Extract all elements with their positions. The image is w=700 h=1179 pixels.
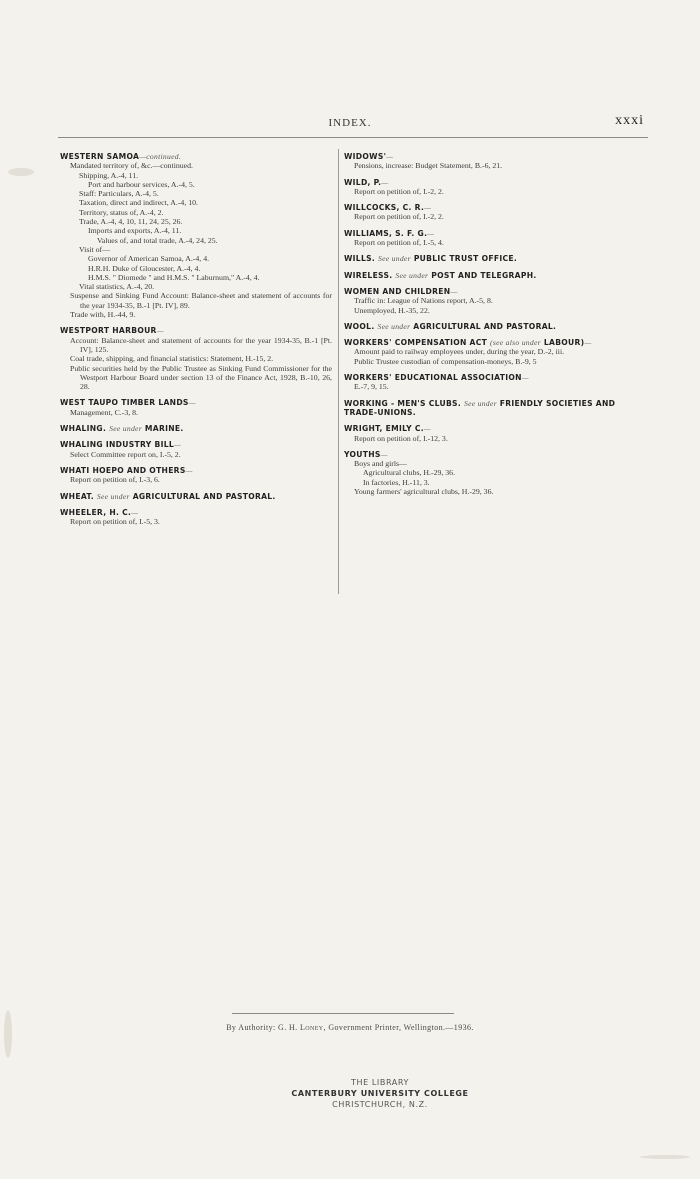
entry-heading: WRIGHT, EMILY C.: [344, 424, 424, 434]
cross-reference: AGRICULTURAL AND PASTORAL.: [132, 491, 276, 501]
index-entry: [60, 424, 332, 433]
entry-heading-line: [344, 373, 648, 382]
entry-heading-line: [60, 424, 332, 433]
entry-subline: Pensions, increase: Budget Statement, B.-6, 21.: [354, 161, 503, 171]
entry-heading-line: [60, 152, 332, 161]
index-entry: [60, 492, 332, 501]
entry-heading-line: [60, 326, 332, 335]
entry-continuation: —: [173, 440, 182, 450]
index-entry: [344, 203, 648, 222]
see-under-text: See under: [377, 321, 411, 331]
index-column-right: [344, 152, 648, 503]
entry-heading: WIDOWS': [344, 152, 387, 161]
index-entry: [344, 424, 648, 443]
entry-subline: Unemployed, H.-35, 22.: [354, 305, 430, 315]
entry-heading-line: [344, 152, 648, 161]
index-entry: [344, 373, 648, 392]
entry-heading: YOUTHS: [344, 449, 381, 459]
index-entry: [344, 338, 648, 366]
entry-subline: Account: Balance-sheet and statement of accounts for the year 1934-35, B.-1 [Pt. IV], 125.: [70, 335, 332, 354]
header-rule: [58, 137, 648, 138]
entry-subline: Report on petition of, I.-5, 3.: [70, 517, 160, 527]
entry-subline: Public securities held by the Public Trustee as Sinking Fund Commissioner for the Westport Harbour Board under section 13 of the Finance Act, 1928, B.-10, 26, 28.: [70, 363, 332, 392]
entry-heading-line: [344, 338, 648, 347]
entry-continuation: —: [185, 465, 193, 475]
entry-heading-line: [344, 399, 648, 418]
entry-subline: Staff: Particulars, A.-4, 5.: [79, 189, 159, 199]
entry-subline: Report on petition of, I.-3, 6.: [70, 475, 160, 485]
entry-continuation: —: [584, 338, 592, 348]
entry-subline: Amount paid to railway employees under, during the year, D.-2, iii.: [354, 347, 565, 357]
entry-subline: Management, C.-3, 8.: [70, 407, 138, 417]
imprint-suffix: , Government Printer, Wellington.—1936.: [323, 1023, 474, 1032]
entry-continuation: —: [424, 203, 432, 213]
footer-rule: [232, 1013, 454, 1014]
entry-heading-line: [344, 254, 648, 263]
paper-smudge: [640, 1155, 690, 1159]
entry-heading: WILLCOCKS, C. R.: [344, 203, 425, 213]
index-entry: [60, 326, 332, 391]
entry-continuation: —: [381, 177, 389, 187]
entry-continuation: —continued.: [139, 152, 182, 161]
see-under-text: See under: [463, 398, 497, 408]
entry-heading: WIRELESS.: [344, 270, 393, 280]
index-entry: [344, 287, 648, 315]
see-under-text: (see also under: [490, 338, 541, 348]
entry-continuation: —: [427, 228, 435, 238]
entry-continuation: —: [423, 424, 431, 434]
entry-subline: Port and harbour services, A.-4, 5.: [88, 179, 195, 189]
entry-subline: Report on petition of, I.-5, 4.: [354, 238, 444, 248]
entry-heading-line: [60, 398, 332, 407]
index-entry: [60, 398, 332, 417]
entry-continuation: —: [156, 326, 164, 336]
index-entry: [344, 322, 648, 331]
cross-reference: PUBLIC TRUST OFFICE.: [413, 254, 517, 264]
entry-subline: Report on petition of, I.-12, 3.: [354, 433, 448, 443]
entry-subline: Trade, A.-4, 4, 10, 11, 24, 25, 26.: [79, 217, 183, 227]
entry-continuation: —: [386, 152, 394, 161]
cross-reference: FRIENDLY SOCIETIES AND TRADE-UNIONS.: [344, 398, 616, 417]
index-entry: [344, 271, 648, 280]
entry-subline: Territory, status of, A.-4, 2.: [79, 207, 164, 217]
entry-heading: WESTERN SAMOA: [60, 152, 140, 161]
see-under-text: See under: [395, 270, 429, 280]
index-entry: [344, 229, 648, 248]
entry-heading-line: [60, 508, 332, 517]
entry-heading: WHALING INDUSTRY BILL: [60, 440, 174, 450]
index-entry: [344, 254, 648, 263]
entry-heading-line: [344, 203, 648, 212]
entry-subline: Vital statistics, A.-4, 20.: [79, 282, 155, 292]
entry-subline: Visit of—: [79, 244, 110, 254]
paper-smudge: [8, 168, 34, 176]
entry-heading: WHEELER, H. C.: [60, 507, 132, 517]
library-stamp: [280, 1077, 480, 1110]
page-number: xxxi: [615, 113, 644, 128]
cross-reference: POST AND TELEGRAPH.: [431, 270, 537, 280]
entry-continuation: —: [450, 286, 458, 296]
entry-subline: H.R.H. Duke of Gloucester, A.-4, 4.: [88, 263, 201, 273]
entry-heading-line: [344, 450, 648, 459]
entry-heading-line: [344, 229, 648, 238]
entry-heading: WORKERS' COMPENSATION ACT: [344, 338, 488, 348]
entry-subline: Coal trade, shipping, and financial statistics: Statement, H.-15, 2.: [70, 354, 274, 364]
index-entry: [60, 508, 332, 527]
index-entry: [344, 152, 648, 171]
index-entry: [60, 152, 332, 319]
see-under-text: See under: [378, 254, 411, 264]
entry-subline: Select Committee report on, I.-5, 2.: [70, 449, 181, 459]
entry-heading-line: [60, 492, 332, 501]
printer-imprint: [0, 1023, 700, 1032]
cross-reference: MARINE.: [144, 424, 184, 434]
entry-heading-line: [344, 287, 648, 296]
imprint-prefix: By Authority:: [226, 1023, 276, 1032]
index-entry: [344, 399, 648, 418]
index-entry: [60, 466, 332, 485]
entry-heading-line: [344, 322, 648, 331]
paper-smudge: [4, 1010, 12, 1058]
entry-heading: WORKERS' EDUCATIONAL ASSOCIATION: [344, 373, 522, 383]
column-divider: [338, 149, 339, 594]
entry-heading: WOOL.: [344, 321, 375, 331]
entry-heading-line: [344, 424, 648, 433]
entry-heading: WHATI HOEPO AND OTHERS: [60, 465, 186, 475]
entry-subline: Suspense and Sinking Fund Account: Balance-sheet and statement of accounts for the year 1934-35, B.-1 [Pt. IV], 89.: [70, 291, 332, 310]
see-under-text: See under: [109, 424, 142, 434]
entry-heading: WILD, P.: [344, 177, 382, 187]
entry-subline: Trade with, H.-44, 9.: [70, 310, 136, 320]
stamp-line-1: THE LIBRARY: [350, 1078, 410, 1087]
entry-heading-line: [60, 440, 332, 449]
index-entry: [344, 450, 648, 496]
entry-subline: Imports and exports, A.-4, 11.: [88, 226, 182, 236]
entry-subline: Public Trustee custodian of compensation-moneys, B.-9, 5: [354, 356, 537, 366]
entry-subline: H.M.S. " Diomede " and H.M.S. " Laburnum," A.-4, 4.: [88, 272, 260, 282]
entry-heading-line: [344, 271, 648, 280]
cross-reference: AGRICULTURAL AND PASTORAL.: [413, 321, 557, 331]
entry-subline: Mandated territory of, &c.—continued.: [70, 161, 193, 171]
entry-heading: WORKING - MEN'S CLUBS.: [344, 398, 462, 408]
entry-subline: Agricultural clubs, H.-29, 36.: [363, 468, 456, 478]
entry-continuation: —: [521, 373, 529, 383]
stamp-line-3: CHRISTCHURCH, N.Z.: [332, 1100, 428, 1109]
entry-heading: WHEAT.: [60, 491, 94, 501]
entry-subline: Values of, and total trade, A.-4, 24, 25.: [97, 235, 218, 245]
entry-subline: Report on petition of, I.-2, 2.: [354, 212, 444, 222]
entry-heading: WILLS.: [344, 254, 376, 264]
entry-continuation: —: [380, 449, 388, 459]
cross-reference: LABOUR): [543, 338, 585, 348]
entry-subline: In factories, H.-11, 3.: [363, 477, 430, 487]
entry-heading: WEST TAUPO TIMBER LANDS: [60, 398, 189, 408]
entry-subline: Taxation, direct and indirect, A.-4, 10.: [79, 198, 198, 208]
entry-subline: Young farmers' agricultural clubs, H.-29, 36.: [354, 487, 494, 497]
entry-subline: Boys and girls—: [354, 459, 407, 469]
entry-subline: Shipping, A.-4, 11.: [79, 170, 139, 180]
entry-heading-line: [60, 466, 332, 475]
entry-heading-line: [344, 178, 648, 187]
see-under-text: See under: [96, 491, 130, 501]
index-entry: [344, 178, 648, 197]
entry-heading: WHALING.: [60, 424, 107, 434]
entry-subline: E.-7, 9, 15.: [354, 382, 389, 392]
index-entry: [60, 440, 332, 459]
entry-continuation: —: [131, 507, 139, 517]
stamp-line-2: CANTERBURY UNIVERSITY COLLEGE: [291, 1089, 469, 1098]
page-title: INDEX.: [328, 117, 372, 129]
entry-heading: WOMEN AND CHILDREN: [344, 286, 451, 296]
entry-subline: Report on petition of, I.-2, 2.: [354, 186, 444, 196]
imprint-printer-name: G. H. Loney: [278, 1023, 324, 1032]
entry-heading: WILLIAMS, S. F. G.: [344, 228, 428, 238]
entry-subline: Governor of American Samoa, A.-4, 4.: [88, 254, 210, 264]
entry-heading: WESTPORT HARBOUR: [60, 326, 157, 336]
entry-continuation: —: [188, 398, 196, 408]
index-column-left: [60, 152, 332, 533]
entry-subline: Traffic in: League of Nations report, A.-5, 8.: [354, 296, 493, 306]
